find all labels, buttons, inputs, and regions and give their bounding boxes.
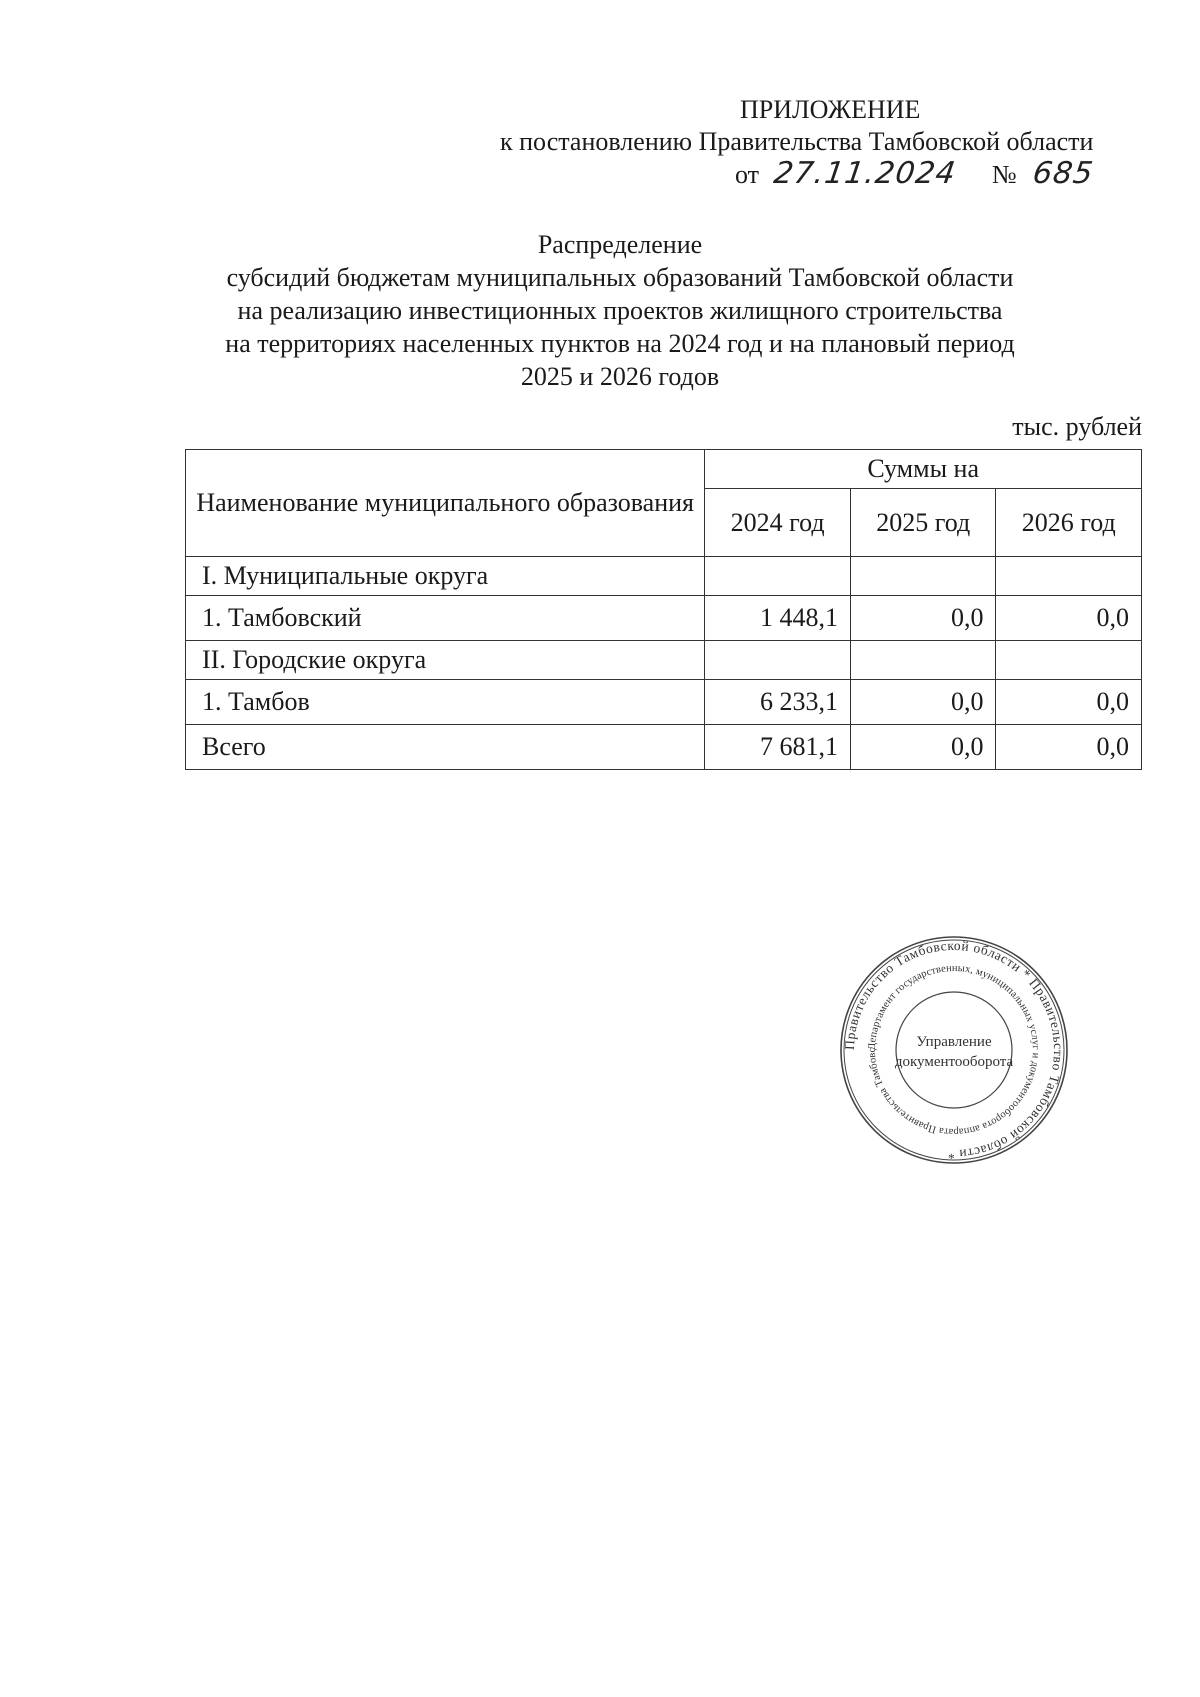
table-header-row — [186, 450, 1142, 489]
row-value-2024: 1 448,1 — [705, 596, 851, 641]
document-title — [170, 228, 1070, 393]
table-row — [186, 557, 1142, 596]
row-name: Всего — [186, 725, 705, 770]
resolution-number: 685 — [1030, 156, 1096, 191]
row-name: II. Городские округа — [186, 641, 705, 680]
units-label: тыс. рублей — [1012, 412, 1142, 441]
row-value-2025: 0,0 — [850, 725, 996, 770]
title-line-5: 2025 и 2026 годов — [520, 362, 720, 391]
row-value-2024: 7 681,1 — [705, 725, 851, 770]
row-value-2024: 6 233,1 — [705, 680, 851, 725]
row-value-2024 — [705, 557, 851, 596]
header-year-2024: 2024 год — [705, 489, 851, 557]
table-row — [186, 641, 1142, 680]
header-year-2026: 2026 год — [996, 489, 1142, 557]
row-name: 1. Тамбовский — [186, 596, 705, 641]
row-value-2024 — [705, 641, 851, 680]
date-prefix: от — [735, 160, 760, 189]
title-line-3: на реализацию инвестиционных проектов жилищного строительства — [237, 296, 1003, 325]
appendix-title: ПРИЛОЖЕНИЕ — [740, 95, 921, 124]
stamp-center-line-1: Управление — [916, 1034, 992, 1050]
row-value-2025: 0,0 — [850, 596, 996, 641]
row-name: I. Муниципальные округа — [186, 557, 705, 596]
table-row — [186, 680, 1142, 725]
stamp-inner-text: Департамент государственных, муниципальных услуг и документооборота аппарата Правительства Тамбовс — [866, 962, 1042, 1138]
stamp-outer-text: Правительство Тамбовской области * Правительство Тамбовской области * — [841, 937, 1067, 1163]
distribution-table — [185, 449, 1142, 770]
row-value-2025: 0,0 — [850, 680, 996, 725]
resolution-date: 27.11.2024 — [771, 156, 958, 191]
row-name: 1. Тамбов — [186, 680, 705, 725]
header-year-2025: 2025 год — [850, 489, 996, 557]
row-value-2026: 0,0 — [996, 725, 1142, 770]
number-sign: № — [991, 160, 1017, 189]
header-sums: Суммы на — [705, 450, 1142, 489]
table-row-total — [186, 725, 1142, 770]
appendix-resolution: к постановлению Правительства Тамбовской области — [500, 127, 1094, 156]
table-row — [186, 596, 1142, 641]
row-value-2026 — [996, 557, 1142, 596]
title-line-2: субсидий бюджетам муниципальных образований Тамбовской области — [226, 263, 1014, 292]
row-value-2026 — [996, 641, 1142, 680]
title-line-4: на территориях населенных пунктов на 2024 год и на плановый период — [225, 329, 1015, 358]
row-value-2025 — [850, 557, 996, 596]
title-line-1: Распределение — [537, 230, 703, 259]
row-value-2026: 0,0 — [996, 680, 1142, 725]
header-name: Наименование муниципального образования — [186, 450, 705, 557]
row-value-2025 — [850, 641, 996, 680]
official-stamp — [838, 934, 1070, 1166]
appendix-date-line — [735, 156, 1096, 191]
stamp-center-line-2: документооборота — [894, 1054, 1014, 1070]
stamp-seal — [838, 934, 1070, 1166]
row-value-2026: 0,0 — [996, 596, 1142, 641]
